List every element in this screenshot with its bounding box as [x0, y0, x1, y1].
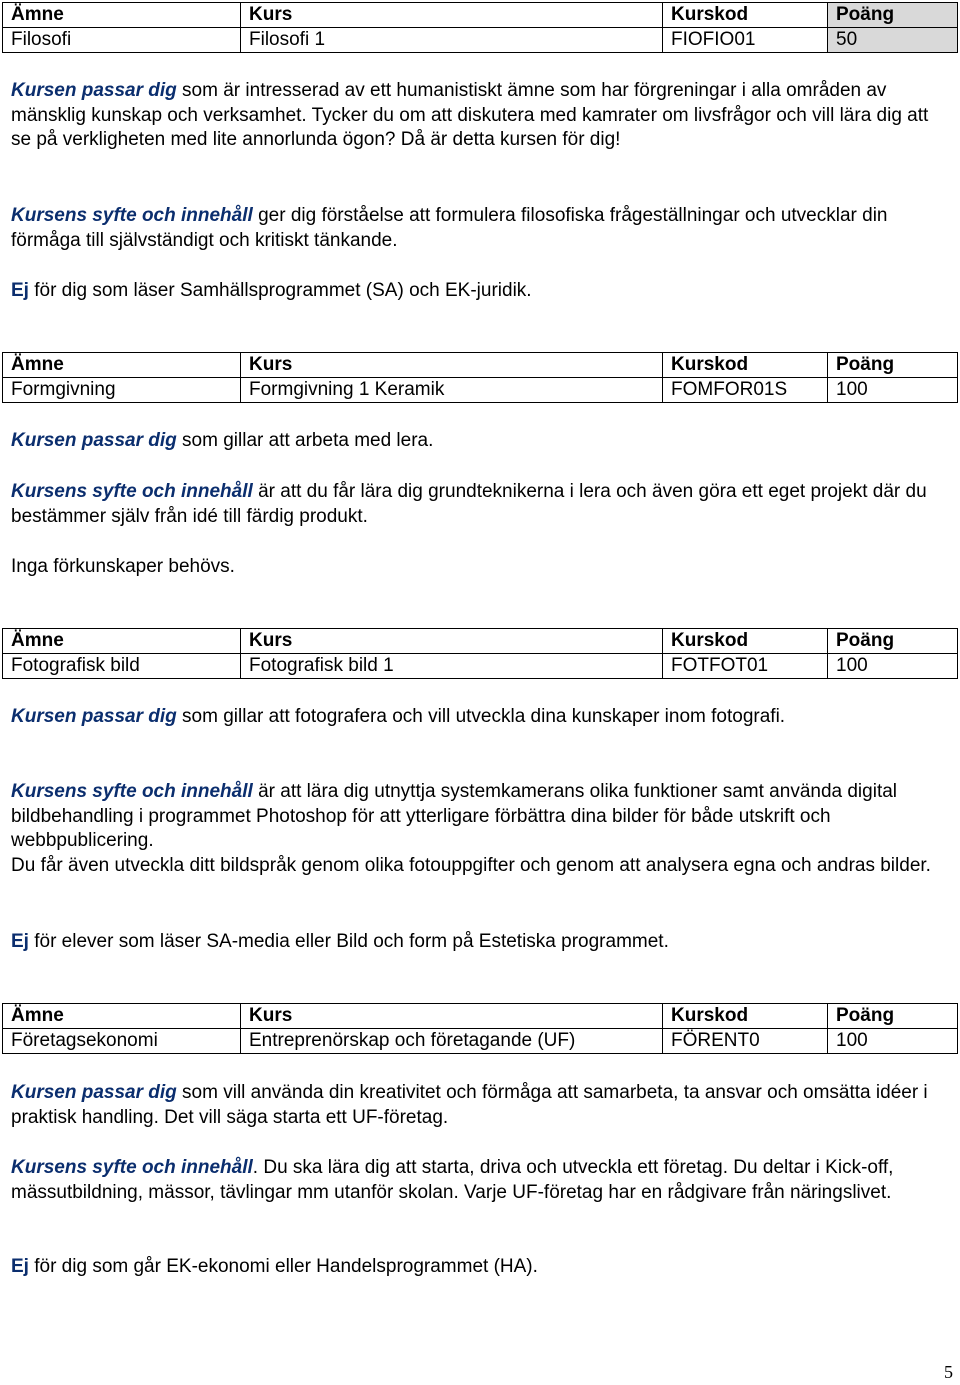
course-table-fotografisk-bild — [2, 628, 958, 679]
table-row — [3, 654, 958, 679]
page-number: 5 — [944, 1362, 953, 1382]
paragraph-passar — [11, 1081, 946, 1130]
paragraph-forkunskaper — [11, 555, 946, 580]
paragraph-text: är att lära dig utnyttja systemkamerans olika funktioner samt använda digital bildbehandling i programmet Photoshop för att ytterligare förbättra dina bilder för både utskrift och webbpublicering. — [11, 781, 898, 851]
cell-kurs: Entreprenörskap och företagande (UF) — [241, 1029, 663, 1054]
paragraph-text: är att du får lära dig grundteknikerna i lera och även göra ett eget projekt där du bestämmer själv från idé till färdig produkt. — [11, 481, 927, 527]
paragraph-text: ger dig förståelse att formulera filosofiska frågeställningar och utvecklar din förmåga till självständigt och kritiskt tänkande. — [11, 205, 888, 251]
label-kursens-syfte: Kursens syfte och innehåll — [11, 481, 253, 502]
paragraph-passar — [11, 429, 946, 454]
paragraph-passar — [11, 705, 946, 730]
header-poang: Poäng — [828, 1004, 958, 1029]
cell-kurs: Formgivning 1 Keramik — [241, 378, 663, 403]
label-kursen-passar-dig: Kursen passar dig — [11, 706, 177, 727]
paragraph-text: som gillar att arbeta med lera. — [176, 430, 434, 451]
header-poang: Poäng — [828, 629, 958, 654]
paragraph-text: för elever som läser SA-media eller Bild och form på Estetiska programmet. — [28, 931, 669, 952]
label-kursen-passar-dig: Kursen passar dig — [11, 1082, 177, 1103]
table-header-row — [3, 1004, 958, 1029]
paragraph-syfte — [11, 1156, 946, 1205]
paragraph-bildsprak — [11, 854, 946, 879]
course-table-formgivning — [2, 352, 958, 403]
cell-poang: 50 — [828, 28, 958, 53]
table-row — [3, 28, 958, 53]
cell-kurs: Filosofi 1 — [241, 28, 663, 53]
cell-amne: Filosofi — [3, 28, 241, 53]
header-kurs: Kurs — [241, 629, 663, 654]
cell-kurskod: FÖRENT0 — [663, 1029, 828, 1054]
paragraph-text: för dig som läser Samhällsprogrammet (SA) och EK-juridik. — [28, 280, 532, 301]
table-row — [3, 378, 958, 403]
label-kursen-passar-dig: Kursen passar dig — [11, 80, 177, 101]
paragraph-syfte — [11, 480, 946, 529]
cell-kurskod: FOMFOR01S — [663, 378, 828, 403]
course-table-filosofi — [2, 2, 958, 53]
paragraph-text: Inga förkunskaper behövs. — [11, 556, 235, 577]
header-poang: Poäng — [828, 353, 958, 378]
paragraph-ej — [11, 279, 946, 304]
paragraph-ej — [11, 1255, 946, 1280]
header-amne: Ämne — [3, 353, 241, 378]
paragraph-syfte — [11, 780, 946, 854]
header-amne: Ämne — [3, 1004, 241, 1029]
header-kurskod: Kurskod — [663, 1004, 828, 1029]
paragraph-text: Du får även utveckla ditt bildspråk genom olika fotouppgifter och genom att analysera egna och andras bilder. — [11, 855, 931, 876]
table-header-row — [3, 629, 958, 654]
cell-amne: Fotografisk bild — [3, 654, 241, 679]
cell-kurs: Fotografisk bild 1 — [241, 654, 663, 679]
header-kurs: Kurs — [241, 353, 663, 378]
paragraph-text: som vill använda din kreativitet och förmåga att samarbeta, ta ansvar och omsätta idéer i praktisk handling. Det vill säga starta ett UF-företag. — [11, 1082, 928, 1128]
cell-amne: Företagsekonomi — [3, 1029, 241, 1054]
label-kursens-syfte: Kursens syfte och innehåll — [11, 781, 253, 802]
paragraph-syfte — [11, 204, 946, 253]
cell-poang: 100 — [828, 654, 958, 679]
table-row — [3, 1029, 958, 1054]
cell-amne: Formgivning — [3, 378, 241, 403]
header-kurs: Kurs — [241, 3, 663, 28]
label-kursens-syfte: Kursens syfte och innehåll — [11, 1157, 253, 1178]
paragraph-ej — [11, 930, 946, 955]
header-kurskod: Kurskod — [663, 353, 828, 378]
table-header-row — [3, 353, 958, 378]
cell-poang: 100 — [828, 378, 958, 403]
header-poang: Poäng — [828, 3, 958, 28]
header-kurs: Kurs — [241, 1004, 663, 1029]
cell-poang: 100 — [828, 1029, 958, 1054]
course-table-foretagsekonomi — [2, 1003, 958, 1054]
label-kursen-passar-dig: Kursen passar dig — [11, 430, 177, 451]
header-amne: Ämne — [3, 3, 241, 28]
label-ej: Ej — [11, 280, 29, 301]
paragraph-text: som är intresserad av ett humanistiskt ämne som har förgreningar i alla områden av mänsklig kunskap och verksamhet. Tycker du om att diskutera med kamrater om livsfrågor och vill lära dig att se på verkligheten med lite annorlunda ögon? Då är detta kursen för dig! — [11, 80, 929, 150]
paragraph-passar — [11, 79, 946, 153]
paragraph-text: för dig som går EK-ekonomi eller Handelsprogrammet (HA). — [28, 1256, 538, 1277]
table-header-row — [3, 3, 958, 28]
header-amne: Ämne — [3, 629, 241, 654]
label-ej: Ej — [11, 931, 29, 952]
label-kursens-syfte: Kursens syfte och innehåll — [11, 205, 253, 226]
cell-kurskod: FIOFIO01 — [663, 28, 828, 53]
paragraph-text: . Du ska lära dig att starta, driva och utveckla ett företag. Du deltar i Kick-off, mässutbildning, mässor, tävlingar mm utanför skolan. Varje UF-företag har en rådgivare från näringslivet. — [11, 1157, 894, 1203]
label-ej: Ej — [11, 1256, 29, 1277]
header-kurskod: Kurskod — [663, 629, 828, 654]
cell-kurskod: FOTFOT01 — [663, 654, 828, 679]
header-kurskod: Kurskod — [663, 3, 828, 28]
paragraph-text: som gillar att fotografera och vill utveckla dina kunskaper inom fotografi. — [176, 706, 786, 727]
